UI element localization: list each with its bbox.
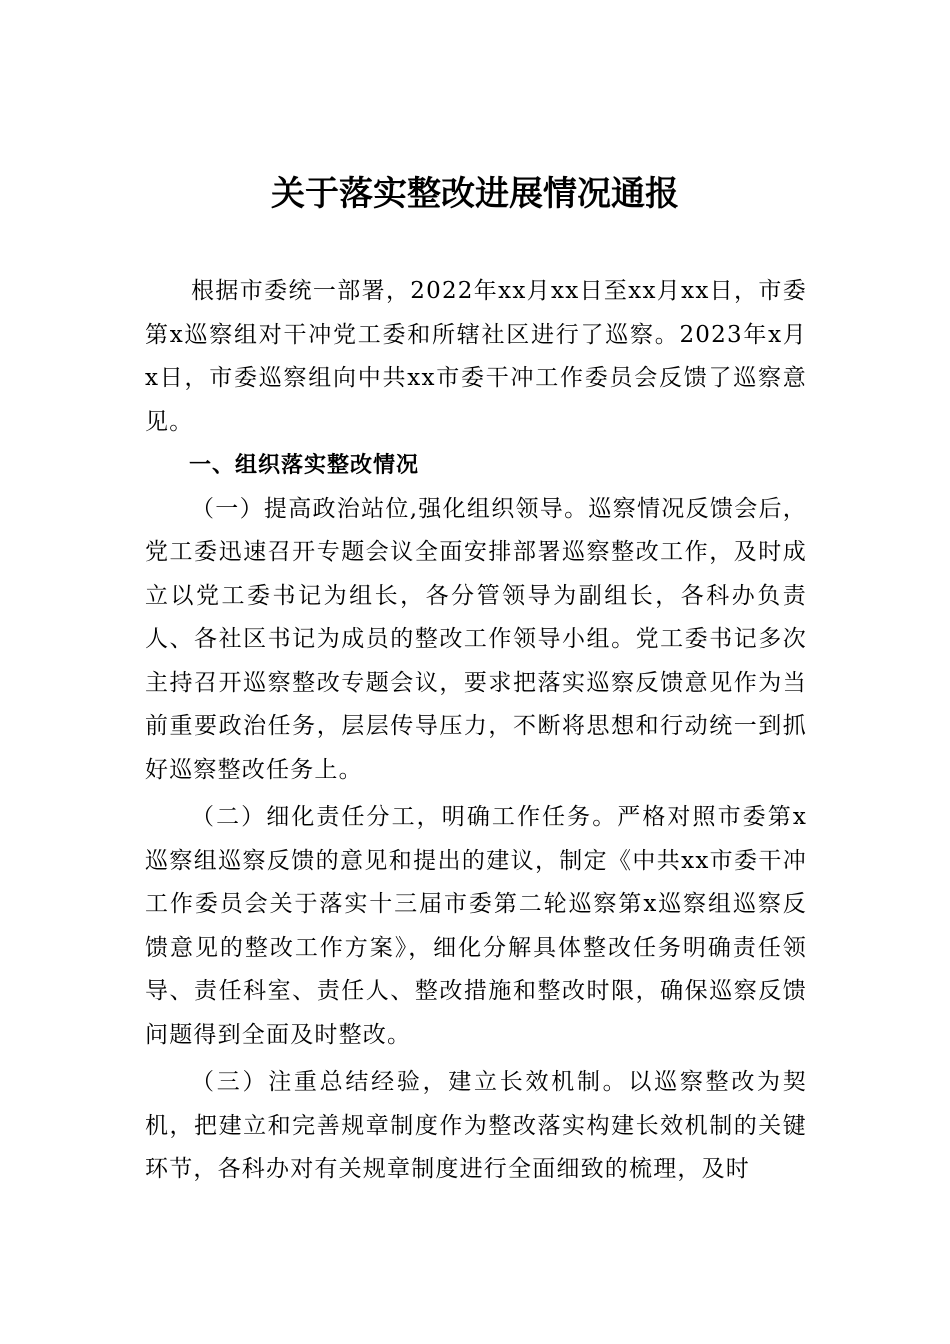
document-body	[145, 270, 807, 1192]
document-title: 关于落实整改进展情况通报	[271, 174, 679, 214]
paragraph-3: （三）注重总结经验，建立长效机制。以巡察整改为契机，把建立和完善规章制度作为整改落实构建长效机制的关键环节，各科办对有关规章制度进行全面细致的梳理，及时	[145, 1069, 807, 1182]
paragraph-1: （一）提高政治站位,强化组织领导。巡察情况反馈会后，党工委迅速召开专题会议全面安排部署巡察整改工作，及时成立以党工委书记为组长，各分管领导为副组长，各科办负责人、各社区书记为成员的整改工作领导小组。党工委书记多次主持召开巡察整改专题会议，要求把落实巡察反馈意见作为当前重要政治任务，层层传导压力，不断将思想和行动统一到抓好巡察整改任务上。	[145, 495, 807, 783]
section-heading-1: 一、组织落实整改情况	[189, 453, 420, 478]
paragraph-2: （二）细化责任分工，明确工作任务。严格对照市委第x巡察组巡察反馈的意见和提出的建议，制定《中共xx市委干冲工作委员会关于落实十三届市委第二轮巡察第x巡察组巡察反馈意见的整改工作方案》，细化分解具体整改任务明确责任领导、责任科室、责任人、整改措施和整改时限，确保巡察反馈问题得到全面及时整改。	[145, 804, 807, 1048]
intro-paragraph: 根据市委统一部署，2022年xx月xx日至xx月xx日，市委第x巡察组对干冲党工委和所辖社区进行了巡察。2023年x月x日，市委巡察组向中共xx市委干冲工作委员会反馈了巡察意见。	[145, 278, 807, 435]
